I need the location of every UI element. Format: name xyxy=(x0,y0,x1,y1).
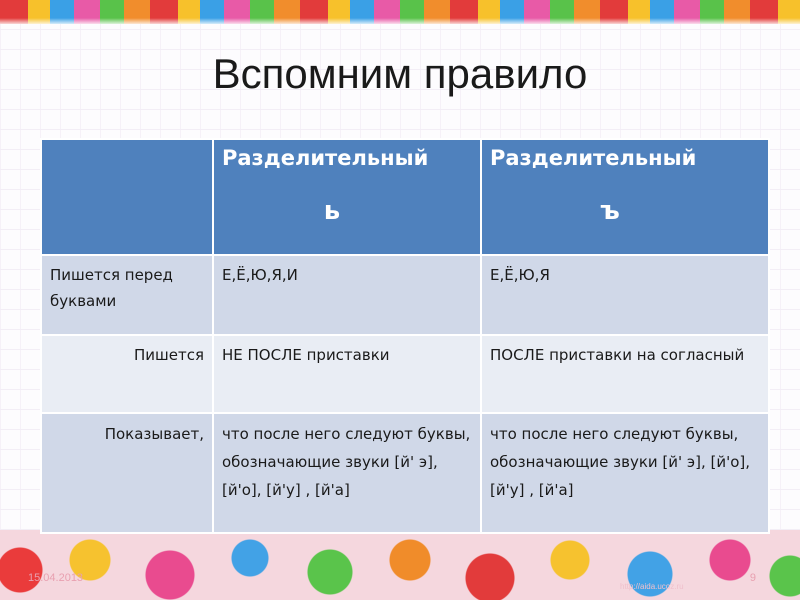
hard-sign-cell: что после него следуют буквы, обозначающие звуки [й' э], [й'о], [й'у] , [й'а] xyxy=(481,413,769,533)
table-row xyxy=(41,413,769,533)
row-label: Пишется xyxy=(41,335,213,413)
rule-table xyxy=(40,138,770,534)
decorative-top-border xyxy=(0,0,800,24)
table-row xyxy=(41,255,769,335)
row-label: Показывает, xyxy=(41,413,213,533)
header-empty-cell xyxy=(41,139,213,255)
hard-sign-cell: Е,Ё,Ю,Я xyxy=(481,255,769,335)
table-header-row xyxy=(41,139,769,255)
header-hard-sign xyxy=(481,139,769,255)
soft-sign-letter: ь xyxy=(323,196,341,226)
soft-sign-cell: что после него следуют буквы, обозначающие звуки [й' э], [й'о], [й'у] , [й'а] xyxy=(213,413,481,533)
hard-sign-cell: ПОСЛЕ приставки на согласный xyxy=(481,335,769,413)
hard-sign-letter: ъ xyxy=(600,196,620,226)
header-soft-sign xyxy=(213,139,481,255)
watermark-url: http://aida.ucoz.ru xyxy=(620,582,684,591)
row-label: Пишется перед буквами xyxy=(41,255,213,335)
table-row xyxy=(41,335,769,413)
slide-title: Вспомним правило xyxy=(212,50,588,97)
header-hard-title: Разделительный xyxy=(490,146,697,170)
soft-sign-cell: НЕ ПОСЛЕ приставки xyxy=(213,335,481,413)
slide-number: 9 xyxy=(749,572,756,584)
slide-date: 15.04.2013 xyxy=(28,572,84,584)
soft-sign-cell: Е,Ё,Ю,Я,И xyxy=(213,255,481,335)
header-soft-title: Разделительный xyxy=(222,146,429,170)
